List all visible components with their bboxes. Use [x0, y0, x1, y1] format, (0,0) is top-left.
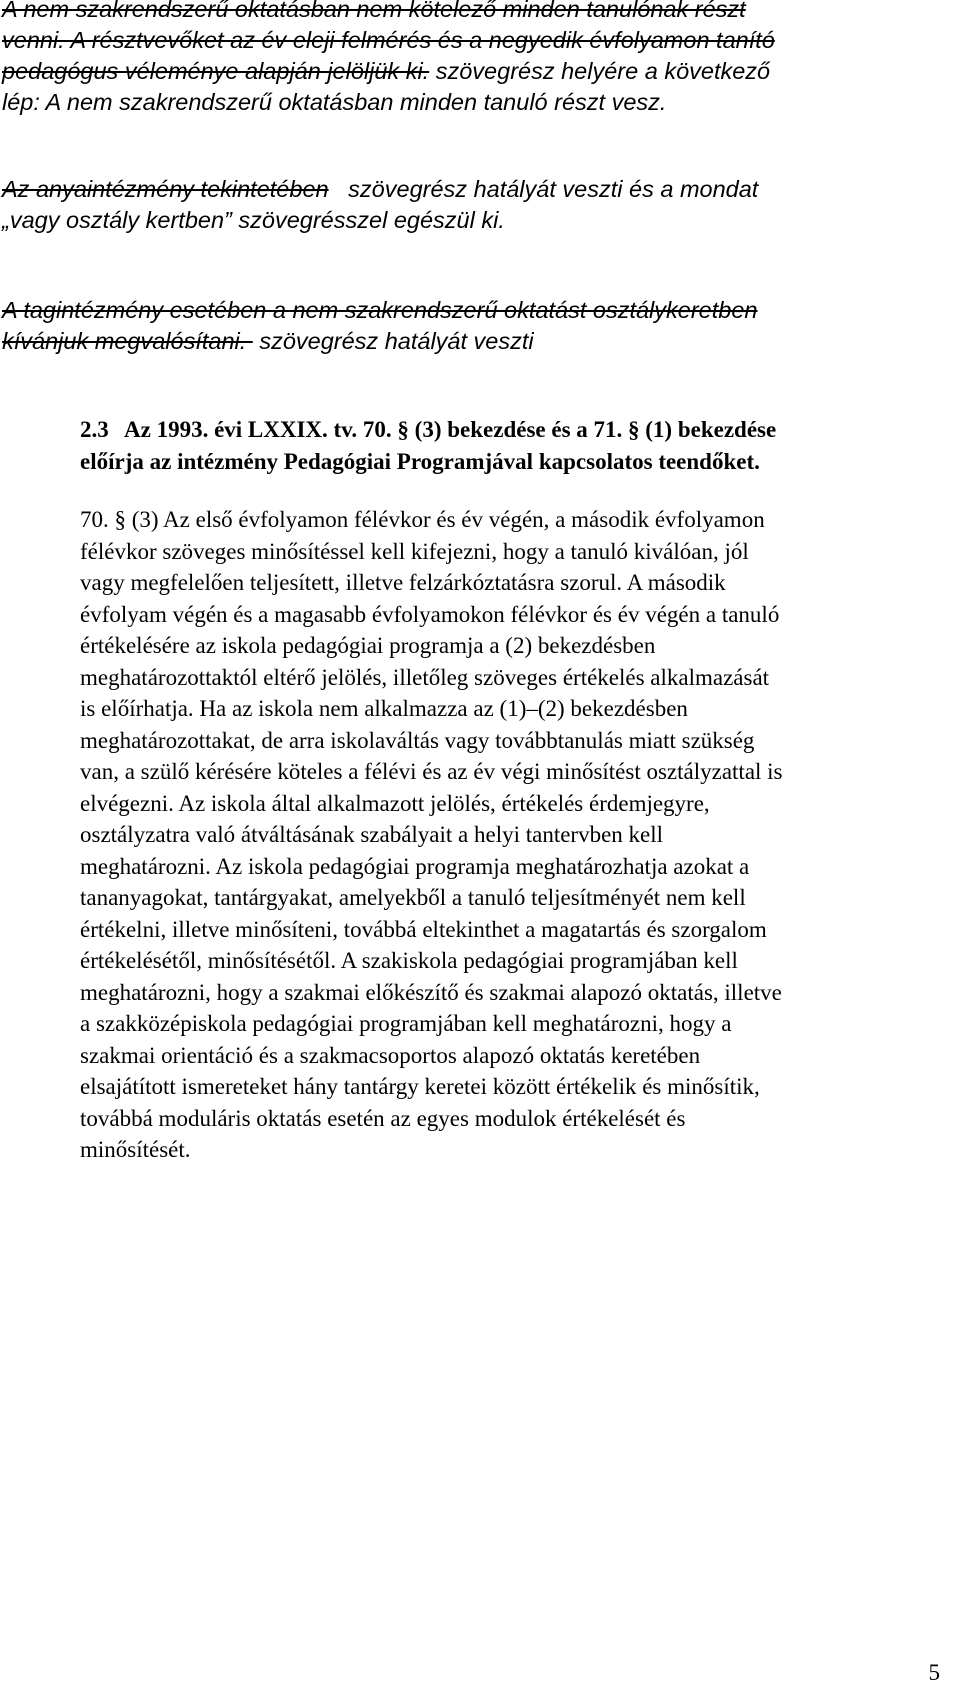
paragraph-line: elvégezni. Az iskola által alkalmazott jelölés, értékelés érdemjegyre, — [80, 790, 710, 816]
struck-amendment-block-3 — [2, 295, 952, 357]
paragraph-line: évfolyam végén és a magasabb évfolyamokon félévkor és év végén a tanuló — [80, 601, 780, 627]
heading-text-2: előírja az intézmény Pedagógiai Programjával kapcsolatos teendőket. — [80, 448, 760, 474]
struck-text: A nem szakrendszerű oktatásban nem kötelező minden tanulónak részt — [2, 0, 746, 22]
heading-line-1 — [80, 414, 940, 446]
paragraph-line: meghatározni, hogy a szakmai előkészítő és szakmai alapozó oktatás, illetve — [80, 979, 782, 1005]
struck-text: venni. A résztvevőket az év eleji felmérés és a negyedik évfolyamon tanító — [2, 27, 775, 53]
plain-text: szövegrész hatályát veszti — [252, 328, 534, 354]
section-heading — [80, 414, 940, 477]
text-line — [2, 326, 952, 357]
paragraph-line: minősítését. — [80, 1137, 191, 1162]
section-number: 2.3 — [80, 417, 109, 442]
paragraph-line: értékelésére az iskola pedagógiai programja a (2) bekezdésben — [80, 633, 656, 658]
text-line — [2, 0, 952, 25]
paragraph-line: szakmai orientáció és a szakmacsoportos alapozó oktatás keretében — [80, 1042, 701, 1068]
paragraph-line: értékelni, illetve minősíteni, továbbá eltekinthet a magatartás és szorgalom — [80, 916, 767, 942]
paragraph-line: elsajátított ismereteket hány tantárgy keretei között értékelik és minősítik, — [80, 1074, 760, 1099]
law-paragraph — [80, 504, 940, 1166]
plain-text: szövegrész hatályát veszti és a mondat — [328, 176, 759, 202]
heading-text-1: Az 1993. évi LXXIX. tv. 70. § (3) bekezdése és a 71. § (1) bekezdése — [124, 417, 777, 442]
paragraph-line: továbbá moduláris oktatás esetén az egyes modulok értékelését és — [80, 1105, 686, 1131]
text-line — [2, 205, 952, 236]
page-number: 5 — [928, 1660, 940, 1685]
paragraph-line: a szakközépiskola pedagógiai programjában kell meghatározni, hogy a — [80, 1011, 732, 1036]
struck-text: kívánjuk megvalósítani. — [2, 328, 253, 354]
struck-text: A tagintézmény esetében a nem szakrendszerű oktatást osztálykeretben — [2, 297, 758, 323]
paragraph-line: tananyagokat, tantárgyakat, amelyekből a tanuló teljesítményét nem kell — [80, 885, 746, 910]
paragraph-line: 70. § (3) Az első évfolyamon félévkor és év végén, a második évfolyamon — [80, 507, 765, 532]
struck-text: Az anyaintézmény tekintetében — [2, 176, 329, 202]
paragraph-line: van, a szülő kérésére köteles a félévi és az év végi minősítést osztályzattal is — [80, 759, 783, 784]
paragraph-line: értékelésétől, minősítésétől. A szakiskola pedagógiai programjában kell — [80, 948, 738, 973]
text-line — [2, 174, 952, 205]
paragraph-line: meghatározottaktól eltérő jelölés, illetőleg szöveges értékelés alkalmazását — [80, 664, 770, 690]
text-line — [2, 25, 952, 56]
struck-text: pedagógus véleménye alapján jelöljük ki. — [2, 58, 430, 84]
paragraph-line: osztályzatra való átváltásának szabályait a helyi tantervben kell — [80, 822, 664, 847]
plain-text: szövegrész helyére a következő — [429, 58, 771, 84]
plain-text: lép: A nem szakrendszerű oktatásban minden tanuló részt vesz. — [2, 89, 667, 115]
plain-text: „vagy osztály kertben” szövegrésszel egészül ki. — [2, 207, 505, 233]
paragraph-line: meghatározottakat, de arra iskolaváltás vagy továbbtanulás miatt szükség — [80, 727, 755, 753]
paragraph-line: félévkor szöveges minősítéssel kell kifejezni, hogy a tanuló kiválóan, jól — [80, 538, 749, 564]
struck-amendment-block-2 — [2, 174, 952, 236]
paragraph-line: meghatározni. Az iskola pedagógiai programja meghatározhatja azokat a — [80, 853, 750, 879]
paragraph-line: is előírhatja. Ha az iskola nem alkalmazza az (1)–(2) bekezdésben — [80, 696, 688, 721]
text-line — [2, 56, 952, 87]
struck-amendment-block-1 — [2, 0, 952, 118]
paragraph-line: vagy megfelelően teljesített, illetve felzárkóztatásra szorul. A második — [80, 570, 726, 595]
text-line — [2, 87, 952, 118]
text-line — [2, 295, 952, 326]
